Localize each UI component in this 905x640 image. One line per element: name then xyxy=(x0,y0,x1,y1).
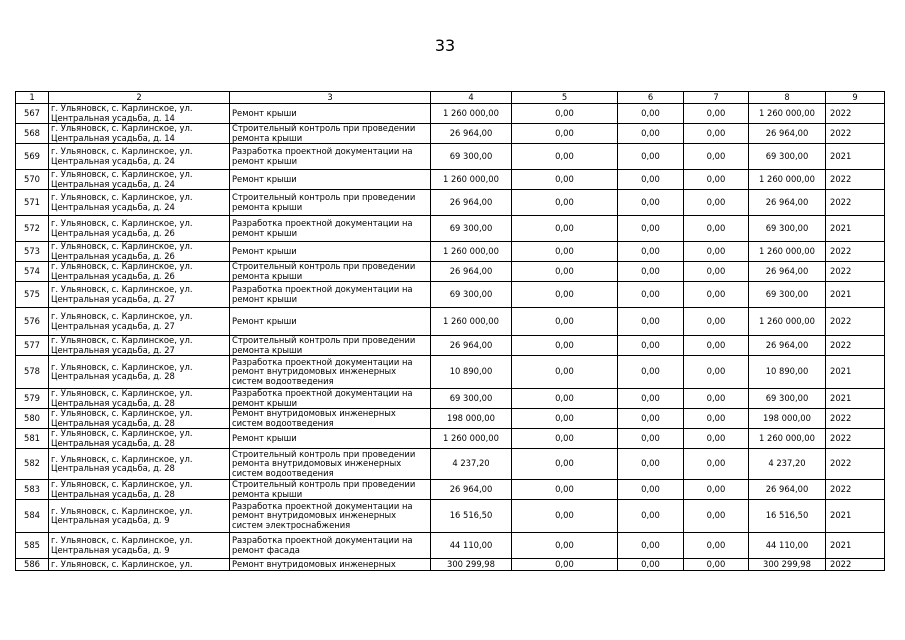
work-type-cell: Разработка проектной документации на ремонт внутридомовых инженерных систем водоотведения xyxy=(230,356,431,389)
header-cell: 2 xyxy=(49,92,230,104)
address-cell: г. Ульяновск, с. Карлинское, ул. Центральная усадьба, д. 27 xyxy=(49,308,230,336)
work-type-cell: Ремонт крыши xyxy=(230,170,431,190)
column-8-value-cell: 26 964,00 xyxy=(749,336,826,356)
column-5-value-cell: 0,00 xyxy=(512,262,618,282)
column-7-value-cell: 0,00 xyxy=(684,104,749,124)
work-type-cell: Строительный контроль при проведении ремонта крыши xyxy=(230,124,431,144)
table-row xyxy=(16,308,885,336)
address-cell: г. Ульяновск, с. Карлинское, ул. Центральная усадьба, д. 27 xyxy=(49,282,230,308)
column-7-value-cell: 0,00 xyxy=(684,170,749,190)
year-cell: 2021 xyxy=(826,144,885,170)
column-7-value-cell: 0,00 xyxy=(684,559,749,571)
year-cell: 2022 xyxy=(826,242,885,262)
column-5-value-cell: 0,00 xyxy=(512,242,618,262)
work-type-cell: Строительный контроль при проведении ремонта крыши xyxy=(230,336,431,356)
column-7-value-cell: 0,00 xyxy=(684,282,749,308)
address-cell: г. Ульяновск, с. Карлинское, ул. Центральная усадьба, д. 28 xyxy=(49,480,230,500)
page-number: 33 xyxy=(434,36,456,55)
year-cell: 2022 xyxy=(826,480,885,500)
year-cell: 2021 xyxy=(826,500,885,533)
column-7-value-cell: 0,00 xyxy=(684,409,749,429)
row-number-cell: 580 xyxy=(16,409,49,429)
column-6-value-cell: 0,00 xyxy=(618,500,684,533)
column-4-value-cell: 44 110,00 xyxy=(431,533,512,559)
column-4-value-cell: 69 300,00 xyxy=(431,216,512,242)
column-6-value-cell: 0,00 xyxy=(618,533,684,559)
row-number-cell: 578 xyxy=(16,356,49,389)
address-cell: г. Ульяновск, с. Карлинское, ул. Центральная усадьба, д. 14 xyxy=(49,124,230,144)
year-cell: 2021 xyxy=(826,282,885,308)
column-6-value-cell: 0,00 xyxy=(618,104,684,124)
year-cell: 2022 xyxy=(826,190,885,216)
table-row xyxy=(16,429,885,449)
work-type-cell: Ремонт крыши xyxy=(230,242,431,262)
header-cell: 4 xyxy=(431,92,512,104)
table-row xyxy=(16,144,885,170)
column-7-value-cell: 0,00 xyxy=(684,336,749,356)
column-5-value-cell: 0,00 xyxy=(512,308,618,336)
table-row xyxy=(16,282,885,308)
row-number-cell: 576 xyxy=(16,308,49,336)
column-8-value-cell: 300 299,98 xyxy=(749,559,826,571)
header-cell: 6 xyxy=(618,92,684,104)
row-number-cell: 577 xyxy=(16,336,49,356)
column-5-value-cell: 0,00 xyxy=(512,500,618,533)
address-cell: г. Ульяновск, с. Карлинское, ул. Центральная усадьба, д. 26 xyxy=(49,216,230,242)
table-row xyxy=(16,559,885,571)
column-6-value-cell: 0,00 xyxy=(618,480,684,500)
column-5-value-cell: 0,00 xyxy=(512,559,618,571)
address-cell: г. Ульяновск, с. Карлинское, ул. Центральная усадьба, д. 24 xyxy=(49,190,230,216)
column-8-value-cell: 26 964,00 xyxy=(749,480,826,500)
column-7-value-cell: 0,00 xyxy=(684,449,749,480)
year-cell: 2022 xyxy=(826,124,885,144)
address-cell: г. Ульяновск, с. Карлинское, ул. Центральная усадьба, д. 28 xyxy=(49,449,230,480)
table-row xyxy=(16,124,885,144)
row-number-cell: 570 xyxy=(16,170,49,190)
row-number-cell: 582 xyxy=(16,449,49,480)
column-8-value-cell: 10 890,00 xyxy=(749,356,826,389)
column-4-value-cell: 1 260 000,00 xyxy=(431,104,512,124)
column-4-value-cell: 198 000,00 xyxy=(431,409,512,429)
column-5-value-cell: 0,00 xyxy=(512,449,618,480)
column-6-value-cell: 0,00 xyxy=(618,170,684,190)
table-row xyxy=(16,216,885,242)
column-6-value-cell: 0,00 xyxy=(618,190,684,216)
column-5-value-cell: 0,00 xyxy=(512,409,618,429)
work-type-cell: Разработка проектной документации на ремонт внутридомовых инженерных систем электроснабжения xyxy=(230,500,431,533)
column-7-value-cell: 0,00 xyxy=(684,216,749,242)
table-row xyxy=(16,409,885,429)
header-cell: 8 xyxy=(749,92,826,104)
column-7-value-cell: 0,00 xyxy=(684,500,749,533)
column-7-value-cell: 0,00 xyxy=(684,356,749,389)
column-8-value-cell: 1 260 000,00 xyxy=(749,104,826,124)
year-cell: 2022 xyxy=(826,104,885,124)
work-type-cell: Ремонт внутридомовых инженерных xyxy=(230,559,431,571)
work-type-cell: Разработка проектной документации на ремонт крыши xyxy=(230,389,431,409)
column-4-value-cell: 69 300,00 xyxy=(431,389,512,409)
column-5-value-cell: 0,00 xyxy=(512,144,618,170)
column-6-value-cell: 0,00 xyxy=(618,356,684,389)
column-6-value-cell: 0,00 xyxy=(618,409,684,429)
column-4-value-cell: 300 299,98 xyxy=(431,559,512,571)
column-6-value-cell: 0,00 xyxy=(618,282,684,308)
year-cell: 2021 xyxy=(826,533,885,559)
column-7-value-cell: 0,00 xyxy=(684,480,749,500)
address-cell: г. Ульяновск, с. Карлинское, ул. Центральная усадьба, д. 14 xyxy=(49,104,230,124)
column-4-value-cell: 16 516,50 xyxy=(431,500,512,533)
column-7-value-cell: 0,00 xyxy=(684,389,749,409)
column-7-value-cell: 0,00 xyxy=(684,242,749,262)
table-row xyxy=(16,170,885,190)
year-cell: 2022 xyxy=(826,308,885,336)
column-4-value-cell: 26 964,00 xyxy=(431,124,512,144)
address-cell: г. Ульяновск, с. Карлинское, ул. Центральная усадьба, д. 9 xyxy=(49,500,230,533)
work-type-cell: Разработка проектной документации на ремонт крыши xyxy=(230,216,431,242)
column-8-value-cell: 4 237,20 xyxy=(749,449,826,480)
table-row xyxy=(16,242,885,262)
table-row xyxy=(16,336,885,356)
column-8-value-cell: 1 260 000,00 xyxy=(749,170,826,190)
header-cell: 9 xyxy=(826,92,885,104)
address-cell: г. Ульяновск, с. Карлинское, ул. Центральная усадьба, д. 24 xyxy=(49,170,230,190)
address-cell: г. Ульяновск, с. Карлинское, ул. Центральная усадьба, д. 26 xyxy=(49,262,230,282)
work-type-cell: Строительный контроль при проведении ремонта крыши xyxy=(230,262,431,282)
column-5-value-cell: 0,00 xyxy=(512,356,618,389)
column-4-value-cell: 69 300,00 xyxy=(431,144,512,170)
column-6-value-cell: 0,00 xyxy=(618,559,684,571)
column-7-value-cell: 0,00 xyxy=(684,308,749,336)
table-row xyxy=(16,480,885,500)
column-6-value-cell: 0,00 xyxy=(618,429,684,449)
column-6-value-cell: 0,00 xyxy=(618,389,684,409)
column-5-value-cell: 0,00 xyxy=(512,389,618,409)
year-cell: 2022 xyxy=(826,409,885,429)
year-cell: 2022 xyxy=(826,336,885,356)
work-type-cell: Ремонт внутридомовых инженерных систем водоотведения xyxy=(230,409,431,429)
table-row xyxy=(16,389,885,409)
column-5-value-cell: 0,00 xyxy=(512,282,618,308)
column-6-value-cell: 0,00 xyxy=(618,144,684,170)
column-5-value-cell: 0,00 xyxy=(512,124,618,144)
header-cell: 5 xyxy=(512,92,618,104)
row-number-cell: 572 xyxy=(16,216,49,242)
year-cell: 2021 xyxy=(826,216,885,242)
column-8-value-cell: 198 000,00 xyxy=(749,409,826,429)
work-type-cell: Строительный контроль при проведении ремонта крыши xyxy=(230,480,431,500)
column-6-value-cell: 0,00 xyxy=(618,262,684,282)
header-cell: 3 xyxy=(230,92,431,104)
work-type-cell: Разработка проектной документации на ремонт крыши xyxy=(230,144,431,170)
row-number-cell: 581 xyxy=(16,429,49,449)
column-4-value-cell: 26 964,00 xyxy=(431,336,512,356)
year-cell: 2022 xyxy=(826,559,885,571)
works-table xyxy=(15,91,885,571)
row-number-cell: 575 xyxy=(16,282,49,308)
column-5-value-cell: 0,00 xyxy=(512,216,618,242)
column-8-value-cell: 26 964,00 xyxy=(749,190,826,216)
header-row xyxy=(16,92,885,104)
column-4-value-cell: 1 260 000,00 xyxy=(431,429,512,449)
column-8-value-cell: 1 260 000,00 xyxy=(749,242,826,262)
address-cell: г. Ульяновск, с. Карлинское, ул. Центральная усадьба, д. 26 xyxy=(49,242,230,262)
row-number-cell: 569 xyxy=(16,144,49,170)
column-4-value-cell: 26 964,00 xyxy=(431,480,512,500)
work-type-cell: Строительный контроль при проведении ремонта внутридомовых инженерных систем водоотведения xyxy=(230,449,431,480)
column-4-value-cell: 1 260 000,00 xyxy=(431,242,512,262)
column-5-value-cell: 0,00 xyxy=(512,104,618,124)
address-cell: г. Ульяновск, с. Карлинское, ул. Центральная усадьба, д. 28 xyxy=(49,409,230,429)
column-4-value-cell: 1 260 000,00 xyxy=(431,170,512,190)
year-cell: 2021 xyxy=(826,356,885,389)
row-number-cell: 584 xyxy=(16,500,49,533)
column-7-value-cell: 0,00 xyxy=(684,429,749,449)
table-row xyxy=(16,500,885,533)
column-6-value-cell: 0,00 xyxy=(618,216,684,242)
column-8-value-cell: 44 110,00 xyxy=(749,533,826,559)
column-6-value-cell: 0,00 xyxy=(618,449,684,480)
table-row xyxy=(16,262,885,282)
column-7-value-cell: 0,00 xyxy=(684,190,749,216)
column-8-value-cell: 69 300,00 xyxy=(749,216,826,242)
work-type-cell: Разработка проектной документации на ремонт фасада xyxy=(230,533,431,559)
row-number-cell: 579 xyxy=(16,389,49,409)
row-number-cell: 571 xyxy=(16,190,49,216)
column-5-value-cell: 0,00 xyxy=(512,533,618,559)
address-cell: г. Ульяновск, с. Карлинское, ул. xyxy=(49,559,230,571)
column-6-value-cell: 0,00 xyxy=(618,308,684,336)
column-8-value-cell: 69 300,00 xyxy=(749,144,826,170)
column-6-value-cell: 0,00 xyxy=(618,336,684,356)
column-8-value-cell: 26 964,00 xyxy=(749,124,826,144)
column-5-value-cell: 0,00 xyxy=(512,336,618,356)
column-7-value-cell: 0,00 xyxy=(684,124,749,144)
row-number-cell: 585 xyxy=(16,533,49,559)
row-number-cell: 573 xyxy=(16,242,49,262)
row-number-cell: 568 xyxy=(16,124,49,144)
table-row xyxy=(16,449,885,480)
address-cell: г. Ульяновск, с. Карлинское, ул. Центральная усадьба, д. 24 xyxy=(49,144,230,170)
column-8-value-cell: 1 260 000,00 xyxy=(749,308,826,336)
column-8-value-cell: 69 300,00 xyxy=(749,389,826,409)
column-4-value-cell: 4 237,20 xyxy=(431,449,512,480)
year-cell: 2022 xyxy=(826,449,885,480)
column-5-value-cell: 0,00 xyxy=(512,429,618,449)
column-4-value-cell: 26 964,00 xyxy=(431,190,512,216)
year-cell: 2022 xyxy=(826,170,885,190)
work-type-cell: Разработка проектной документации на ремонт крыши xyxy=(230,282,431,308)
work-type-cell: Ремонт крыши xyxy=(230,308,431,336)
row-number-cell: 567 xyxy=(16,104,49,124)
address-cell: г. Ульяновск, с. Карлинское, ул. Центральная усадьба, д. 27 xyxy=(49,336,230,356)
row-number-cell: 586 xyxy=(16,559,49,571)
column-4-value-cell: 69 300,00 xyxy=(431,282,512,308)
address-cell: г. Ульяновск, с. Карлинское, ул. Центральная усадьба, д. 28 xyxy=(49,429,230,449)
table-row xyxy=(16,533,885,559)
address-cell: г. Ульяновск, с. Карлинское, ул. Центральная усадьба, д. 9 xyxy=(49,533,230,559)
column-7-value-cell: 0,00 xyxy=(684,144,749,170)
row-number-cell: 574 xyxy=(16,262,49,282)
table-row xyxy=(16,104,885,124)
column-8-value-cell: 26 964,00 xyxy=(749,262,826,282)
work-type-cell: Ремонт крыши xyxy=(230,429,431,449)
header-cell: 1 xyxy=(16,92,49,104)
column-8-value-cell: 69 300,00 xyxy=(749,282,826,308)
address-cell: г. Ульяновск, с. Карлинское, ул. Центральная усадьба, д. 28 xyxy=(49,389,230,409)
column-8-value-cell: 1 260 000,00 xyxy=(749,429,826,449)
column-6-value-cell: 0,00 xyxy=(618,124,684,144)
table-row xyxy=(16,190,885,216)
row-number-cell: 583 xyxy=(16,480,49,500)
year-cell: 2021 xyxy=(826,389,885,409)
table-row xyxy=(16,356,885,389)
work-type-cell: Строительный контроль при проведении ремонта крыши xyxy=(230,190,431,216)
address-cell: г. Ульяновск, с. Карлинское, ул. Центральная усадьба, д. 28 xyxy=(49,356,230,389)
column-5-value-cell: 0,00 xyxy=(512,190,618,216)
column-6-value-cell: 0,00 xyxy=(618,242,684,262)
column-4-value-cell: 26 964,00 xyxy=(431,262,512,282)
column-7-value-cell: 0,00 xyxy=(684,262,749,282)
column-4-value-cell: 10 890,00 xyxy=(431,356,512,389)
header-cell: 7 xyxy=(684,92,749,104)
column-5-value-cell: 0,00 xyxy=(512,480,618,500)
year-cell: 2022 xyxy=(826,262,885,282)
column-5-value-cell: 0,00 xyxy=(512,170,618,190)
work-type-cell: Ремонт крыши xyxy=(230,104,431,124)
column-4-value-cell: 1 260 000,00 xyxy=(431,308,512,336)
column-8-value-cell: 16 516,50 xyxy=(749,500,826,533)
year-cell: 2022 xyxy=(826,429,885,449)
column-7-value-cell: 0,00 xyxy=(684,533,749,559)
